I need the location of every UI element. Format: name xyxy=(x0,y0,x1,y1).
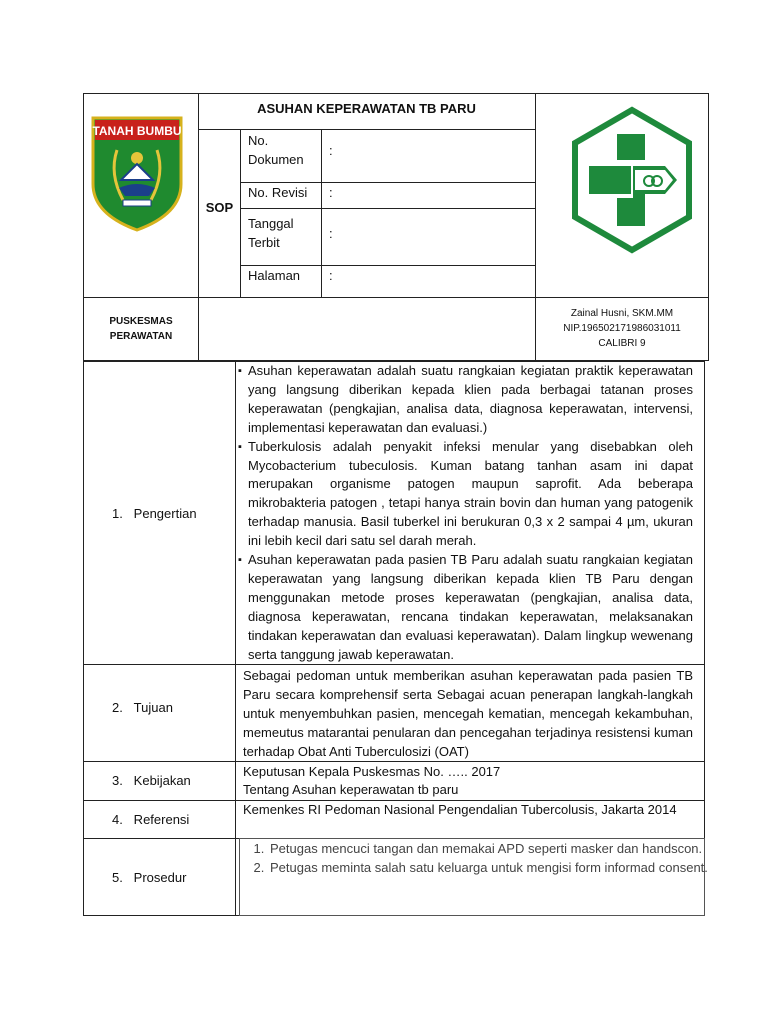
kebijakan-line-2: Tentang Asuhan keperawatan tb paru xyxy=(243,782,459,797)
kebijakan-line-1: Keputusan Kepala Puskesmas No. ….. 2017 xyxy=(243,764,501,779)
puskesmas-logo xyxy=(569,106,695,256)
document-title: ASUHAN KEPERAWATAN TB PARU xyxy=(257,101,476,116)
organization-name: PUSKESMAS PERAWATAN xyxy=(109,316,173,342)
prosedur-list xyxy=(244,839,720,877)
field-label-no-revisi: No. Revisi xyxy=(248,185,308,200)
section-label-referensi: 4. Referensi xyxy=(112,812,190,827)
field-label-no-dokumen: No. Dokumen xyxy=(248,133,304,167)
section-label-pengertian: 1. Pengertian xyxy=(112,506,197,521)
signatory-name: Zainal Husni, SKM.MM xyxy=(570,308,674,319)
list-item: ▪ Asuhan keperawatan adalah suatu rangkaian kegiatan praktik keperawatan yang langsung diberikan kepada klien pada berbagai tatanan proses keperawatan (pengkajian, analisa data, diagnosa keperawatan, intervensi, implementasi keperawatan dan evaluasi.) xyxy=(238,362,693,438)
section-label-tujuan: 2. Tujuan xyxy=(112,700,173,715)
logo-banner-text: TANAH BUMBU xyxy=(92,124,182,138)
divider xyxy=(198,129,535,130)
referensi-text: Kemenkes RI Pedoman Nasional Pengendalian Tubercolusis, Jakarta 2014 xyxy=(243,802,677,817)
field-value-halaman: : xyxy=(329,268,333,283)
sop-label: SOP xyxy=(205,200,234,215)
field-value-no-revisi: : xyxy=(329,185,333,200)
list-item: ▪ Asuhan keperawatan pada pasien TB Paru adalah suatu rangkaian kegiatan keperawatan yang langsung diberikan kepada klien TB Paru dengan menggunakan metode proses keperawatan (pengkajian, analisa data, diagnosa keperawatan, rencana tindakan keperawatan, melaksanakan tindakan keperawatan dan evaluasi keperawatan). Dalam lingkup wewenang serta tanggung jawab keperawatan. xyxy=(238,551,693,664)
divider xyxy=(240,129,241,297)
signatory-nip: NIP.196502171986031011 xyxy=(563,323,681,334)
divider xyxy=(240,208,535,209)
pengertian-list xyxy=(238,362,693,665)
divider xyxy=(235,361,236,916)
list-item: 2. Petugas meminta salah satu keluarga untuk mengisi form informad consent. xyxy=(268,858,720,877)
divider xyxy=(198,93,199,361)
list-item: 1. Petugas mencuci tangan dan memakai APD seperti masker dan handscon. xyxy=(268,839,720,858)
tanah-bumbu-logo xyxy=(89,114,185,234)
section-label-kebijakan: 3. Kebijakan xyxy=(112,773,191,788)
field-label-halaman: Halaman xyxy=(248,268,301,283)
divider xyxy=(321,129,322,297)
field-value-tanggal-terbit: : xyxy=(329,226,333,241)
signatory-note: CALIBRI 9 xyxy=(598,338,646,349)
tujuan-text: Sebagai pedoman untuk memberikan asuhan keperawatan pada pasien TB Paru secara komprehensif serta Sebagai acuan penerapan langkah-langkah untuk menyembuhkan pasien, mencegah kematian, mencegah kekambuhan, memeutus matarantai penularan dan pencegahan terjadinya resistensi kuman terhadap Obat Anti Tuberculosizi (OAT) xyxy=(243,668,693,759)
divider xyxy=(83,297,709,298)
section-label-prosedur: 5. Prosedur xyxy=(112,870,187,885)
list-item: ▪ Tuberkulosis adalah penyakit infeksi menular yang disebabkan oleh Mycobacterium tubeculosis. Kuman batang tanhan asam ini dapat merupakan organisme patogen maupun saprofit. Ada beberapa mikrobakteria patogen , tetapi hanya strain bovin dan human yang patogenik terhadap manusia. Basil tuberkel ini berukuran 0,3 x 2 sampai 4 µm, ukuran ini lebih kecil dari satu sel darah merah. xyxy=(238,438,693,551)
field-value-no-dokumen: : xyxy=(329,143,333,158)
field-label-tanggal-terbit: Tanggal Terbit xyxy=(248,216,294,250)
